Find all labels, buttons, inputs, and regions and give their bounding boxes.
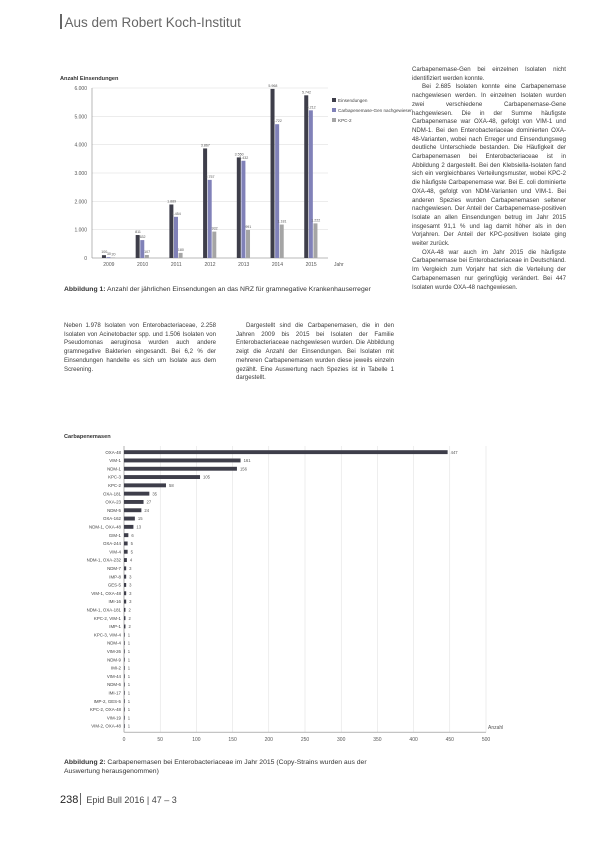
category-label: NDM-4	[107, 640, 121, 646]
x-tick-label: 100	[192, 737, 201, 744]
x-tick-label: 2009	[103, 262, 115, 268]
bar-value-label: 13	[136, 524, 142, 530]
text-column-right	[412, 66, 566, 292]
bar-value-label: 2	[128, 607, 131, 613]
category-label: IMP-8	[109, 574, 121, 580]
bar-value-label: 4	[129, 557, 133, 563]
paragraph: Neben 1.978 Isolaten von Enterobacteriaceae, 2.258 Isolaten von Acinetobacter spp. und 1.506 Isolaten von Pseudomonas aeruginosa wurden auch andere gramnegative Bakterien eingesandt. Bei 6,2 % der Einsendungen handelte es sich um Isolate aus dem Screening.	[64, 322, 216, 373]
bar	[124, 633, 125, 637]
x-tick-label: 0	[122, 737, 126, 744]
figure-1-text: Anzahl der jährlichen Einsendungen an das NRZ für gramnegative Krankenhauserreger	[107, 286, 371, 293]
x-tick-label: 2010	[137, 262, 149, 268]
text-column-left	[64, 322, 216, 374]
bar-value-label: 447	[450, 449, 458, 455]
bar	[124, 608, 125, 612]
bar-value-label: 1	[127, 723, 131, 729]
bar-value-label: 1	[127, 665, 131, 671]
bar	[241, 161, 245, 258]
bar	[246, 230, 250, 258]
bar-value-label: 1	[127, 673, 131, 679]
paragraph: Dargestellt sind die Carbapenemasen, die in den Jahren 2009 bis 2015 bei Isolaten der Familie Enterobacteriaceae nachgewiesen wurden. Die Abbildung zeigt die Anzahl der Einsendungen. Bei Isolaten mit mehreren Carbapenemasen wurden diese jeweils einzeln gezählt. Eine Auswertung nach Spezies ist in Tabelle 1 dargestellt.	[236, 322, 394, 382]
bar	[124, 558, 127, 562]
figure-2-label: Abbildung 2:	[64, 759, 106, 766]
bar	[124, 508, 141, 512]
legend-swatch	[332, 118, 336, 122]
bar	[179, 253, 183, 258]
x-tick-label: 450	[445, 737, 454, 744]
chart-annual-submissions	[58, 72, 413, 277]
category-label: NDM-1, OXA-232	[86, 557, 121, 563]
x-tick-label: 2014	[271, 262, 283, 268]
bar	[124, 517, 135, 521]
bar	[111, 257, 115, 258]
bar-value-label: 5	[130, 541, 133, 547]
x-tick-label: 400	[409, 737, 418, 744]
bar-value-label: 1	[127, 640, 131, 646]
bar-value-label: 1	[127, 682, 131, 688]
bar	[208, 180, 212, 258]
bar-value-label: 1.889	[167, 199, 177, 204]
legend-swatch	[332, 98, 336, 102]
category-label: VIM-2, OXA-48	[91, 723, 121, 729]
bar	[124, 459, 241, 463]
bar-value-label: 35	[152, 491, 158, 497]
x-tick-label: 350	[373, 737, 382, 744]
bar	[280, 225, 284, 258]
bar-value-label: 991	[245, 224, 252, 229]
bar-value-label: 1	[127, 715, 131, 721]
bar-value-label: 5.968	[268, 83, 278, 88]
figure-1-caption	[64, 285, 394, 294]
paragraph: Carbapenemase-Gen bei einzelnen Isolaten nicht identifiziert werden konnte.	[412, 66, 566, 82]
category-label: VIM-4	[109, 549, 121, 555]
category-label: KPC-3, VIM-4	[93, 632, 121, 638]
bar	[124, 716, 125, 720]
bar	[124, 450, 448, 454]
bar	[124, 699, 125, 703]
bar	[124, 492, 149, 496]
category-label: NDM-6	[107, 682, 121, 688]
bar	[124, 550, 128, 554]
page-footer	[60, 793, 177, 806]
category-label: IMI-2	[110, 665, 121, 671]
bar-value-label: 2	[128, 624, 131, 630]
category-label: KPC-2, VIM-1	[93, 615, 121, 621]
bar-value-label: 27	[146, 499, 152, 505]
bar-value-label: 24	[144, 507, 150, 513]
bar-value-label: 3.550	[234, 152, 244, 157]
category-label: VIM-1	[109, 458, 121, 464]
legend-swatch	[332, 108, 336, 112]
footer-rule	[80, 793, 81, 805]
journal-name: Epid Bull 2016 | 47 – 3	[86, 795, 177, 805]
bar-value-label: 1.222	[311, 218, 321, 223]
bar	[237, 157, 241, 258]
bar-value-label: 1	[127, 657, 131, 663]
y-axis-title: Anzahl Einsendungen	[60, 76, 119, 82]
category-label: KPC-2, OXA-48	[90, 707, 121, 713]
bar-value-label: 107	[144, 249, 151, 254]
x-axis-title: Jahr	[334, 262, 344, 268]
bar	[124, 591, 126, 595]
bar-value-label: 1.181	[277, 219, 287, 224]
bar-value-label: 20	[111, 252, 116, 257]
bar-value-label: 5	[130, 549, 133, 555]
bar-value-label: 2.757	[205, 174, 215, 179]
bar-value-label: 105	[203, 474, 211, 480]
bar-value-label: 2	[128, 615, 131, 621]
bar	[124, 483, 166, 487]
x-tick-label: 50	[157, 737, 163, 744]
bar-value-label: 4.722	[272, 119, 282, 124]
bar-value-label: 932	[211, 226, 218, 231]
y-tick-label: 1.000	[74, 227, 87, 234]
bar	[313, 223, 317, 258]
figure-2-text: Carbapenemasen bei Enterobacteriaceae im Jahr 2015 (Copy-Strains wurden aus der Auswertung herausgenommen)	[64, 759, 367, 776]
bar-value-label: 1	[127, 698, 131, 704]
bar	[124, 666, 125, 670]
category-label: IMI-17	[108, 690, 121, 696]
category-label: NDM-7	[107, 565, 121, 571]
bar	[271, 89, 275, 258]
bar	[124, 475, 200, 479]
bar	[124, 616, 125, 620]
category-label: OXA-244	[102, 541, 121, 547]
bar	[309, 110, 313, 258]
header-rule	[60, 14, 62, 29]
paragraph: OXA-48 war auch im Jahr 2015 die häufigste Carbapenemase bei Enterobacteriaceae in Deutschland. Im Vergleich zum Vorjahr hat sich die Verteilung der Carbapenemasen nur geringfügig verändert. Bei 447 Isolaten wurde OXA-48 nachgewiesen.	[412, 248, 566, 291]
bar	[124, 625, 125, 629]
x-tick-label: 2013	[238, 262, 250, 268]
x-tick-label: 500	[481, 737, 491, 744]
bar	[304, 95, 308, 258]
bar-value-label: 5.212	[306, 105, 316, 110]
bar	[124, 542, 128, 546]
category-label: NDM-1	[107, 466, 121, 472]
bar	[124, 467, 237, 471]
bar-value-label: 3	[129, 582, 132, 588]
x-tick-label: 150	[228, 737, 237, 744]
figure-2-caption	[64, 758, 394, 776]
category-label: VIM-1, OXA-48	[91, 590, 121, 596]
bar	[124, 600, 126, 604]
y-tick-label: 3.000	[74, 171, 87, 177]
bar	[212, 232, 216, 258]
bar-value-label: 156	[239, 466, 247, 472]
bar	[275, 124, 279, 258]
category-label: IMP-1	[109, 624, 121, 630]
category-label: NDM-9	[107, 657, 121, 663]
category-label: OXA-48	[105, 449, 121, 455]
legend-label: Carbapenemase-Gen nachgewiesen	[338, 108, 413, 113]
bar-value-label: 161	[243, 458, 251, 464]
page-number: 238	[60, 794, 79, 806]
bar-value-label: 811	[135, 230, 141, 235]
bar	[124, 649, 125, 653]
bar-value-label: 180	[177, 247, 184, 252]
x-axis-title: Anzahl	[488, 725, 504, 732]
category-label: VIM-26	[106, 648, 121, 654]
bar	[124, 641, 125, 645]
bar-value-label: 3	[129, 590, 132, 596]
category-label: OXA-162	[102, 516, 121, 522]
bar	[102, 255, 106, 258]
figure-1-label: Abbildung 1:	[64, 286, 106, 293]
bar	[203, 148, 207, 258]
bar-value-label: 1	[127, 648, 131, 654]
bar	[124, 658, 125, 662]
y-tick-label: 6.000	[74, 86, 87, 92]
x-tick-label: 250	[300, 737, 310, 744]
bar-value-label: 6	[131, 532, 134, 538]
bar	[107, 257, 111, 258]
category-label: NDM-1, OXA-48	[89, 524, 121, 530]
bar	[124, 566, 126, 570]
bar-value-label: 3.867	[200, 143, 210, 148]
bar-value-label: 3	[129, 574, 132, 580]
x-tick-label: 300	[337, 737, 346, 744]
paragraph: Bei 2.685 Isolaten konnte eine Carbapenemase nachgewiesen werden. In einzelnen Isolaten wurden zwei verschiedene Carbapenemase-Gene nachgewiesen. Die in der Summe häufigste Carbapenemase war OXA-48, gefolgt von VIM-1 und NDM-1. Bei den Enterobacteriaceae dominierten OXA-48-Varianten, wobei nach Erreger und Einsendungsweg deutliche Unterschiede bestanden. Die Häufigkeit der Carbapenemasen bei Enterobacteriaceae ist in Abbildung 2 dargestellt. Bei den Klebsiella-Isolaten fand sich ein vergleichbares Verteilungsmuster, wobei KPC-2 die häufigste Carbapenemase war. Bei E. coli dominierte OXA-48, gefolgt von NDM-Varianten und VIM-1. Bei anderen Spezies wurden Carbapenemasen seltener nachgewiesen. Der Anteil der Carbapenemase-positiven Isolate an allen Einsendungen betrug im Jahr 2015 insgesamt 91,1 % und lag damit höher als in den Vorjahren. Der Anteil der KPC-positiven Isolate ging weiter zurück.	[412, 83, 566, 248]
category-label: OXA-181	[102, 491, 121, 497]
bar-value-label: 58	[168, 482, 174, 488]
bar-value-label: 3	[129, 565, 132, 571]
y-tick-label: 4.000	[74, 142, 87, 149]
bar-value-label: 1	[127, 707, 131, 713]
chart-carbapenemases	[58, 428, 528, 750]
x-tick-label: 2012	[204, 262, 216, 268]
bar-value-label: 30	[106, 252, 111, 257]
y-axis-title: Carbapenemasen	[64, 434, 111, 440]
category-label: IMI-16	[108, 599, 121, 605]
bar	[124, 708, 125, 712]
bar	[124, 724, 125, 728]
bar-value-label: 3.432	[239, 155, 249, 160]
category-label: NDM-5	[107, 507, 121, 513]
bar-value-label: 632	[139, 235, 146, 240]
y-tick-label: 2.000	[74, 199, 87, 206]
bar-value-label: 1.454	[171, 211, 181, 216]
category-label: IMP-2, GES-5	[93, 698, 121, 704]
y-tick-label: 5.000	[74, 114, 87, 121]
bar	[124, 533, 128, 537]
category-label: OXA-23	[105, 499, 121, 505]
x-tick-label: 2011	[170, 262, 182, 268]
category-label: NDM-1, OXA-181	[86, 607, 121, 613]
text-column-middle	[236, 322, 394, 383]
category-label: GES-5	[107, 582, 121, 588]
bar	[124, 525, 133, 529]
category-label: KPC-3	[108, 474, 121, 480]
bar	[124, 583, 126, 587]
header-title: Aus dem Robert Koch-Institut	[64, 15, 241, 30]
x-tick-label: 200	[264, 737, 273, 744]
category-label: GIM-1	[108, 532, 121, 538]
bar-value-label: 100	[101, 250, 108, 255]
bar	[145, 255, 149, 258]
category-label: VIM-19	[106, 715, 121, 721]
category-label: KPC-2	[108, 482, 121, 488]
bar	[124, 691, 125, 695]
bar-value-label: 1	[127, 690, 131, 696]
legend-label: KPC-2	[338, 118, 352, 123]
x-tick-label: 2015	[305, 262, 317, 268]
bar-value-label: 15	[137, 516, 143, 522]
bar-value-label: 3	[129, 599, 132, 605]
bar-value-label: 1	[127, 632, 131, 638]
category-label: VIM-44	[106, 673, 121, 679]
bar-value-label: 5.742	[302, 90, 312, 95]
bar	[124, 674, 125, 678]
y-tick-label: 0	[84, 256, 87, 262]
bar	[124, 575, 126, 579]
legend-label: Einsendungen	[338, 98, 368, 103]
bar	[124, 500, 144, 504]
page-header	[60, 14, 241, 30]
bar	[124, 683, 125, 687]
